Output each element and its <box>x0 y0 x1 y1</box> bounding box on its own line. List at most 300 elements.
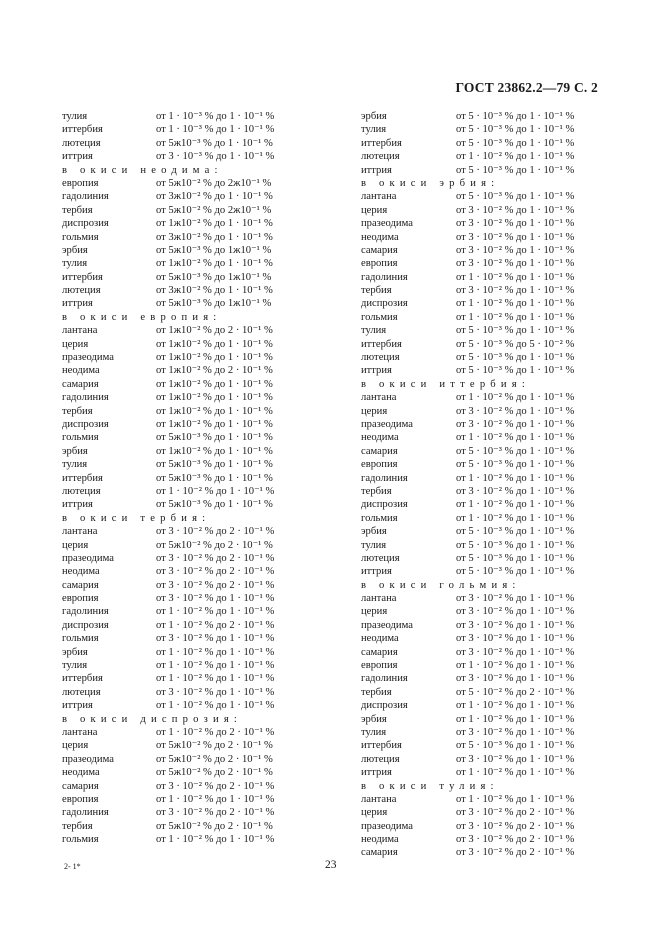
element-row <box>361 793 611 806</box>
element-row <box>62 217 312 230</box>
concentration-range: от 1ж10⁻² % до 1 · 10⁻¹ % <box>156 392 273 404</box>
element-row <box>62 177 312 190</box>
concentration-range: от 1 · 10⁻² % до 1 · 10⁻¹ % <box>156 606 275 618</box>
element-row <box>62 231 312 244</box>
concentration-range: от 3 · 10⁻² % до 1 · 10⁻¹ % <box>456 646 575 658</box>
element-name: церия <box>62 740 89 752</box>
element-name: эрбия <box>62 244 88 256</box>
element-name: самария <box>361 445 398 457</box>
element-name: европия <box>62 593 99 605</box>
element-row <box>361 297 611 310</box>
element-name: иттрия <box>361 365 392 377</box>
element-name: лютеция <box>62 485 101 497</box>
element-name: лантана <box>62 325 98 337</box>
element-name: диспрозия <box>361 298 408 310</box>
concentration-range: от 3 · 10⁻² % до 1 · 10⁻¹ % <box>456 258 575 270</box>
concentration-range: от 3 · 10⁻² % до 1 · 10⁻¹ % <box>156 593 275 605</box>
concentration-range: от 3 · 10⁻² % до 1 · 10⁻¹ % <box>156 686 275 698</box>
element-name: тербия <box>62 820 93 832</box>
element-name: лютеция <box>361 753 400 765</box>
concentration-range: от 3 · 10⁻² % до 2 · 10⁻¹ % <box>456 807 575 819</box>
element-row <box>62 472 312 485</box>
element-name: лантана <box>62 526 98 538</box>
element-row <box>62 190 312 203</box>
concentration-range: от 1ж10⁻² % до 1 · 10⁻¹ % <box>156 352 273 364</box>
element-row <box>361 458 611 471</box>
element-row <box>361 204 611 217</box>
element-row <box>62 431 312 444</box>
element-name: лантана <box>361 793 397 805</box>
element-row <box>361 833 611 846</box>
element-row <box>62 659 312 672</box>
section-heading: в окиси тулия: <box>361 780 499 792</box>
concentration-range: от 1 · 10⁻² % до 1 · 10⁻¹ % <box>456 311 575 323</box>
element-name: гадолиния <box>361 472 408 484</box>
element-name: тулия <box>62 258 88 270</box>
element-row <box>62 297 312 310</box>
element-row <box>361 485 611 498</box>
element-row <box>62 699 312 712</box>
element-row <box>62 137 312 150</box>
concentration-range: от 3 · 10⁻² % до 2 · 10⁻¹ % <box>156 566 275 578</box>
section-heading: в окиси эрбия: <box>361 177 500 189</box>
element-row <box>361 565 611 578</box>
element-name: гольмия <box>361 311 398 323</box>
concentration-range: от 3 · 10⁻² % до 1 · 10⁻¹ % <box>456 485 575 497</box>
concentration-range: от 3ж10⁻² % до 1 · 10⁻¹ % <box>156 191 273 203</box>
element-name: празеодима <box>62 352 114 364</box>
concentration-range: от 1 · 10⁻² % до 1 · 10⁻¹ % <box>456 660 575 672</box>
element-name: тулия <box>361 325 387 337</box>
footer-mark: 2- 1* <box>64 862 81 871</box>
element-row <box>62 753 312 766</box>
concentration-range: от 5 · 10⁻³ % до 1 · 10⁻¹ % <box>456 325 575 337</box>
concentration-range: от 5 · 10⁻³ % до 1 · 10⁻¹ % <box>456 164 575 176</box>
element-name: лютеция <box>62 686 101 698</box>
concentration-range: от 5 · 10⁻³ % до 5 · 10⁻² % <box>456 338 575 350</box>
element-row <box>361 311 611 324</box>
element-name: лантана <box>361 593 397 605</box>
section-heading: в окиси иттербия: <box>361 378 530 390</box>
element-row <box>361 472 611 485</box>
concentration-range: от 3 · 10⁻² % до 1 · 10⁻¹ % <box>456 418 575 430</box>
element-name: гольмия <box>361 512 398 524</box>
element-name: неодима <box>361 633 399 645</box>
element-name: гадолиния <box>62 191 109 203</box>
concentration-range: от 1 · 10⁻³ % до 1 · 10⁻¹ % <box>156 124 275 136</box>
element-row <box>361 512 611 525</box>
concentration-range: от 1 · 10⁻² % до 1 · 10⁻¹ % <box>156 700 275 712</box>
concentration-range: от 5ж10⁻³ % до 1ж10⁻¹ % <box>156 298 272 310</box>
element-row <box>361 525 611 538</box>
element-row <box>62 244 312 257</box>
element-row <box>62 364 312 377</box>
element-row <box>361 766 611 779</box>
element-row <box>361 217 611 230</box>
concentration-range: от 1 · 10⁻² % до 1 · 10⁻¹ % <box>456 151 575 163</box>
element-row <box>62 565 312 578</box>
element-row <box>62 458 312 471</box>
element-name: иттрия <box>361 566 392 578</box>
element-name: европия <box>361 258 398 270</box>
element-row <box>62 445 312 458</box>
concentration-range: от 1 · 10⁻² % до 1 · 10⁻¹ % <box>156 646 275 658</box>
element-name: иттербия <box>62 472 103 484</box>
concentration-range: от 1 · 10⁻² % до 1 · 10⁻¹ % <box>156 485 275 497</box>
element-name: гадолиния <box>62 606 109 618</box>
element-row <box>62 820 312 833</box>
element-name: тербия <box>62 204 93 216</box>
element-name: празеодима <box>361 218 413 230</box>
element-name: диспрозия <box>62 418 109 430</box>
element-row <box>62 284 312 297</box>
concentration-range: от 3 · 10⁻² % до 2 · 10⁻¹ % <box>156 807 275 819</box>
section-heading: в окиси неодима: <box>62 164 223 176</box>
element-name: диспрозия <box>361 499 408 511</box>
concentration-range: от 3 · 10⁻² % до 1 · 10⁻¹ % <box>456 753 575 765</box>
concentration-range: от 1ж10⁻² % до 1 · 10⁻¹ % <box>156 258 273 270</box>
concentration-range: от 1 · 10⁻² % до 1 · 10⁻¹ % <box>456 432 575 444</box>
element-name: иттербия <box>361 740 402 752</box>
element-row <box>361 405 611 418</box>
element-name: гадолиния <box>62 807 109 819</box>
element-name: церия <box>361 606 388 618</box>
concentration-range: от 1ж10⁻² % до 1 · 10⁻¹ % <box>156 418 273 430</box>
element-row <box>361 338 611 351</box>
element-row <box>361 739 611 752</box>
element-row <box>361 806 611 819</box>
element-name: тулия <box>361 124 387 136</box>
element-row <box>361 726 611 739</box>
concentration-range: от 3 · 10⁻² % до 2 · 10⁻¹ % <box>456 820 575 832</box>
element-row <box>62 351 312 364</box>
element-name: церия <box>361 204 388 216</box>
concentration-range: от 5 · 10⁻³ % до 1 · 10⁻¹ % <box>456 740 575 752</box>
element-row <box>361 257 611 270</box>
element-row <box>361 686 611 699</box>
concentration-range: от 5ж10⁻³ % до 1 · 10⁻¹ % <box>156 472 273 484</box>
element-name: иттрия <box>62 298 93 310</box>
element-row <box>361 164 611 177</box>
element-row <box>62 539 312 552</box>
element-name: лантана <box>361 191 397 203</box>
element-name: гольмия <box>62 834 99 846</box>
concentration-range: от 1ж10⁻² % до 1 · 10⁻¹ % <box>156 445 273 457</box>
concentration-range: от 1 · 10⁻² % до 1 · 10⁻¹ % <box>456 793 575 805</box>
concentration-range: от 5ж10⁻³ % до 1 · 10⁻¹ % <box>156 499 273 511</box>
element-name: неодима <box>62 365 100 377</box>
element-row <box>62 780 312 793</box>
element-row <box>62 592 312 605</box>
element-name: неодима <box>62 767 100 779</box>
element-row <box>62 123 312 136</box>
concentration-range: от 1 · 10⁻² % до 1 · 10⁻¹ % <box>156 660 275 672</box>
concentration-range: от 3 · 10⁻² % до 1 · 10⁻¹ % <box>456 218 575 230</box>
concentration-range: от 5ж10⁻³ % до 1 · 10⁻¹ % <box>156 137 273 149</box>
element-name: самария <box>361 847 398 859</box>
element-row <box>62 646 312 659</box>
section-heading: в окиси европия: <box>62 311 222 323</box>
element-name: иттербия <box>62 673 103 685</box>
element-name: лютеция <box>62 137 101 149</box>
element-row <box>361 418 611 431</box>
page-header: ГОСТ 23862.2—79 С. 2 <box>455 80 598 95</box>
element-name: иттербия <box>361 338 402 350</box>
element-row <box>62 766 312 779</box>
element-row <box>62 806 312 819</box>
element-name: гольмия <box>62 231 99 243</box>
element-name: иттрия <box>361 767 392 779</box>
concentration-range: от 5ж10⁻² % до 2 · 10⁻¹ % <box>156 740 273 752</box>
element-row <box>62 726 312 739</box>
concentration-range: от 5 · 10⁻² % до 2 · 10⁻¹ % <box>456 686 575 698</box>
element-row <box>361 351 611 364</box>
element-name: церия <box>361 807 388 819</box>
concentration-range: от 5 · 10⁻³ % до 1 · 10⁻¹ % <box>456 459 575 471</box>
concentration-range: от 3 · 10⁻² % до 1 · 10⁻¹ % <box>156 633 275 645</box>
concentration-range: от 3 · 10⁻² % до 2 · 10⁻¹ % <box>156 579 275 591</box>
element-row <box>62 833 312 846</box>
element-name: иттрия <box>62 151 93 163</box>
element-row <box>62 498 312 511</box>
element-name: неодима <box>361 834 399 846</box>
element-row <box>361 244 611 257</box>
element-row <box>361 820 611 833</box>
element-row <box>62 271 312 284</box>
element-name: европия <box>361 459 398 471</box>
element-name: европия <box>62 177 99 189</box>
concentration-range: от 1 · 10⁻² % до 1 · 10⁻¹ % <box>456 298 575 310</box>
right-column <box>361 110 611 860</box>
concentration-range: от 5ж10⁻³ % до 1 · 10⁻¹ % <box>156 432 273 444</box>
element-row <box>361 364 611 377</box>
element-name: лютеция <box>361 552 400 564</box>
element-row <box>361 150 611 163</box>
concentration-range: от 5ж10⁻² % до 2 · 10⁻¹ % <box>156 820 273 832</box>
element-row <box>361 431 611 444</box>
element-row <box>361 498 611 511</box>
element-name: иттрия <box>361 164 392 176</box>
section-heading: в окиси тербия: <box>62 512 211 524</box>
concentration-range: от 1 · 10⁻² % до 1 · 10⁻¹ % <box>456 767 575 779</box>
element-name: гольмия <box>62 633 99 645</box>
element-row <box>62 338 312 351</box>
element-row <box>62 619 312 632</box>
concentration-range: от 5 · 10⁻³ % до 1 · 10⁻¹ % <box>456 566 575 578</box>
concentration-range: от 5 · 10⁻³ % до 1 · 10⁻¹ % <box>456 445 575 457</box>
element-row <box>62 672 312 685</box>
element-name: европия <box>62 793 99 805</box>
element-row <box>361 619 611 632</box>
element-name: празеодима <box>361 619 413 631</box>
element-row <box>361 539 611 552</box>
element-row <box>361 271 611 284</box>
element-row <box>361 699 611 712</box>
element-row <box>361 632 611 645</box>
element-name: празеодима <box>361 418 413 430</box>
element-row <box>361 391 611 404</box>
element-name: иттербия <box>361 137 402 149</box>
concentration-range: от 1 · 10⁻² % до 1 · 10⁻¹ % <box>156 834 275 846</box>
element-row <box>361 592 611 605</box>
element-row <box>62 324 312 337</box>
concentration-range: от 5 · 10⁻³ % до 1 · 10⁻¹ % <box>456 191 575 203</box>
concentration-range: от 5ж10⁻³ % до 1 · 10⁻¹ % <box>156 459 273 471</box>
element-row <box>62 525 312 538</box>
concentration-range: от 5ж10⁻² % до 2ж10⁻¹ % <box>156 177 272 189</box>
element-row <box>62 552 312 565</box>
element-row <box>361 753 611 766</box>
element-row <box>62 632 312 645</box>
element-row <box>361 713 611 726</box>
concentration-range: от 5ж10⁻² % до 2ж10⁻¹ % <box>156 204 272 216</box>
element-name: неодима <box>361 432 399 444</box>
concentration-range: от 5 · 10⁻³ % до 1 · 10⁻¹ % <box>456 539 575 551</box>
element-name: самария <box>361 244 398 256</box>
concentration-range: от 3 · 10⁻² % до 1 · 10⁻¹ % <box>456 285 575 297</box>
element-row <box>361 110 611 123</box>
element-name: лантана <box>361 392 397 404</box>
concentration-range: от 5 · 10⁻³ % до 1 · 10⁻¹ % <box>456 552 575 564</box>
concentration-range: от 1 · 10⁻² % до 1 · 10⁻¹ % <box>456 499 575 511</box>
element-name: неодима <box>62 566 100 578</box>
concentration-range: от 1ж10⁻² % до 1 · 10⁻¹ % <box>156 378 273 390</box>
element-row <box>361 672 611 685</box>
element-name: гадолиния <box>361 271 408 283</box>
element-name: диспрозия <box>361 700 408 712</box>
element-name: тулия <box>62 660 88 672</box>
concentration-range: от 3ж10⁻² % до 1 · 10⁻¹ % <box>156 231 273 243</box>
concentration-range: от 5ж10⁻² % до 2 · 10⁻¹ % <box>156 539 273 551</box>
element-name: эрбия <box>361 713 387 725</box>
element-row <box>62 418 312 431</box>
element-row <box>361 552 611 565</box>
element-row <box>361 646 611 659</box>
element-name: церия <box>62 539 89 551</box>
element-name: иттербия <box>62 271 103 283</box>
concentration-range: от 3 · 10⁻² % до 1 · 10⁻¹ % <box>456 633 575 645</box>
element-row <box>62 391 312 404</box>
concentration-range: от 3 · 10⁻² % до 1 · 10⁻¹ % <box>456 244 575 256</box>
concentration-range: от 1 · 10⁻² % до 1 · 10⁻¹ % <box>456 472 575 484</box>
concentration-range: от 3 · 10⁻² % до 2 · 10⁻¹ % <box>456 847 575 859</box>
concentration-range: от 5 · 10⁻³ % до 1 · 10⁻¹ % <box>456 352 575 364</box>
concentration-range: от 5ж10⁻² % до 2 · 10⁻¹ % <box>156 767 273 779</box>
element-name: празеодима <box>62 753 114 765</box>
element-row <box>361 231 611 244</box>
concentration-range: от 1ж10⁻² % до 1 · 10⁻¹ % <box>156 218 273 230</box>
element-name: лютеция <box>62 285 101 297</box>
concentration-range: от 5ж10⁻³ % до 1ж10⁻¹ % <box>156 271 272 283</box>
concentration-range: от 1ж10⁻² % до 1 · 10⁻¹ % <box>156 338 273 350</box>
concentration-range: от 3 · 10⁻² % до 1 · 10⁻¹ % <box>456 619 575 631</box>
concentration-range: от 3 · 10⁻² % до 1 · 10⁻¹ % <box>456 405 575 417</box>
concentration-range: от 1 · 10⁻² % до 1 · 10⁻¹ % <box>456 392 575 404</box>
element-row <box>62 110 312 123</box>
concentration-range: от 1 · 10⁻² % до 2 · 10⁻¹ % <box>156 726 275 738</box>
element-name: гадолиния <box>361 673 408 685</box>
element-name: празеодима <box>62 552 114 564</box>
concentration-range: от 5 · 10⁻³ % до 1 · 10⁻¹ % <box>456 365 575 377</box>
element-row <box>361 445 611 458</box>
concentration-range: от 1 · 10⁻² % до 1 · 10⁻¹ % <box>456 512 575 524</box>
element-name: празеодима <box>361 820 413 832</box>
concentration-range: от 5 · 10⁻³ % до 1 · 10⁻¹ % <box>456 137 575 149</box>
element-name: тербия <box>361 485 392 497</box>
element-name: диспрозия <box>62 619 109 631</box>
concentration-range: от 3 · 10⁻² % до 1 · 10⁻¹ % <box>456 204 575 216</box>
concentration-range: от 3 · 10⁻² % до 2 · 10⁻¹ % <box>156 552 275 564</box>
element-name: тулия <box>361 539 387 551</box>
concentration-range: от 1ж10⁻² % до 2 · 10⁻¹ % <box>156 325 273 337</box>
element-name: иттрия <box>62 499 93 511</box>
concentration-range: от 1ж10⁻² % до 1 · 10⁻¹ % <box>156 405 273 417</box>
section-heading: в окиси диспрозия: <box>62 713 243 725</box>
concentration-range: от 3 · 10⁻² % до 2 · 10⁻¹ % <box>156 780 275 792</box>
element-name: гадолиния <box>62 392 109 404</box>
element-row <box>361 605 611 618</box>
element-row <box>62 485 312 498</box>
element-name: гольмия <box>62 432 99 444</box>
concentration-range: от 3 · 10⁻² % до 1 · 10⁻¹ % <box>456 606 575 618</box>
concentration-range: от 5 · 10⁻³ % до 1 · 10⁻¹ % <box>456 124 575 136</box>
element-name: европия <box>361 660 398 672</box>
element-row <box>361 284 611 297</box>
element-row <box>62 405 312 418</box>
concentration-range: от 5 · 10⁻³ % до 1 · 10⁻¹ % <box>456 526 575 538</box>
element-name: лютеция <box>361 352 400 364</box>
concentration-range: от 3 · 10⁻³ % до 1 · 10⁻¹ % <box>156 151 275 163</box>
element-name: церия <box>62 338 89 350</box>
concentration-range: от 1 · 10⁻² % до 1 · 10⁻¹ % <box>156 673 275 685</box>
element-name: лютеция <box>361 151 400 163</box>
concentration-range: от 3 · 10⁻² % до 1 · 10⁻¹ % <box>456 673 575 685</box>
element-row <box>62 605 312 618</box>
element-name: тулия <box>361 726 387 738</box>
concentration-range: от 3 · 10⁻² % до 1 · 10⁻¹ % <box>456 231 575 243</box>
element-name: церия <box>361 405 388 417</box>
concentration-range: от 1 · 10⁻² % до 1 · 10⁻¹ % <box>456 271 575 283</box>
element-row <box>62 204 312 217</box>
element-name: самария <box>361 646 398 658</box>
concentration-range: от 1 · 10⁻³ % до 1 · 10⁻¹ % <box>156 111 275 122</box>
concentration-range: от 3 · 10⁻² % до 1 · 10⁻¹ % <box>456 593 575 605</box>
element-name: тербия <box>361 285 392 297</box>
element-row <box>361 123 611 136</box>
element-name: самария <box>62 378 99 390</box>
concentration-range: от 1 · 10⁻² % до 1 · 10⁻¹ % <box>156 793 275 805</box>
element-row <box>62 793 312 806</box>
element-row <box>62 686 312 699</box>
concentration-range: от 3 · 10⁻² % до 1 · 10⁻¹ % <box>456 726 575 738</box>
concentration-range: от 1ж10⁻² % до 2 · 10⁻¹ % <box>156 365 273 377</box>
left-column <box>62 110 312 846</box>
element-name: самария <box>62 780 99 792</box>
concentration-range: от 1 · 10⁻² % до 1 · 10⁻¹ % <box>456 700 575 712</box>
element-name: тулия <box>62 111 88 122</box>
concentration-range: от 1 · 10⁻² % до 1 · 10⁻¹ % <box>456 713 575 725</box>
element-row <box>361 190 611 203</box>
element-name: эрбия <box>361 111 387 122</box>
element-name: тербия <box>361 686 392 698</box>
element-name: эрбия <box>361 526 387 538</box>
element-row <box>361 324 611 337</box>
element-name: лантана <box>62 726 98 738</box>
concentration-range: от 3ж10⁻² % до 1 · 10⁻¹ % <box>156 285 273 297</box>
element-row <box>62 378 312 391</box>
element-row <box>62 150 312 163</box>
concentration-range: от 5 · 10⁻³ % до 1 · 10⁻¹ % <box>456 111 575 122</box>
